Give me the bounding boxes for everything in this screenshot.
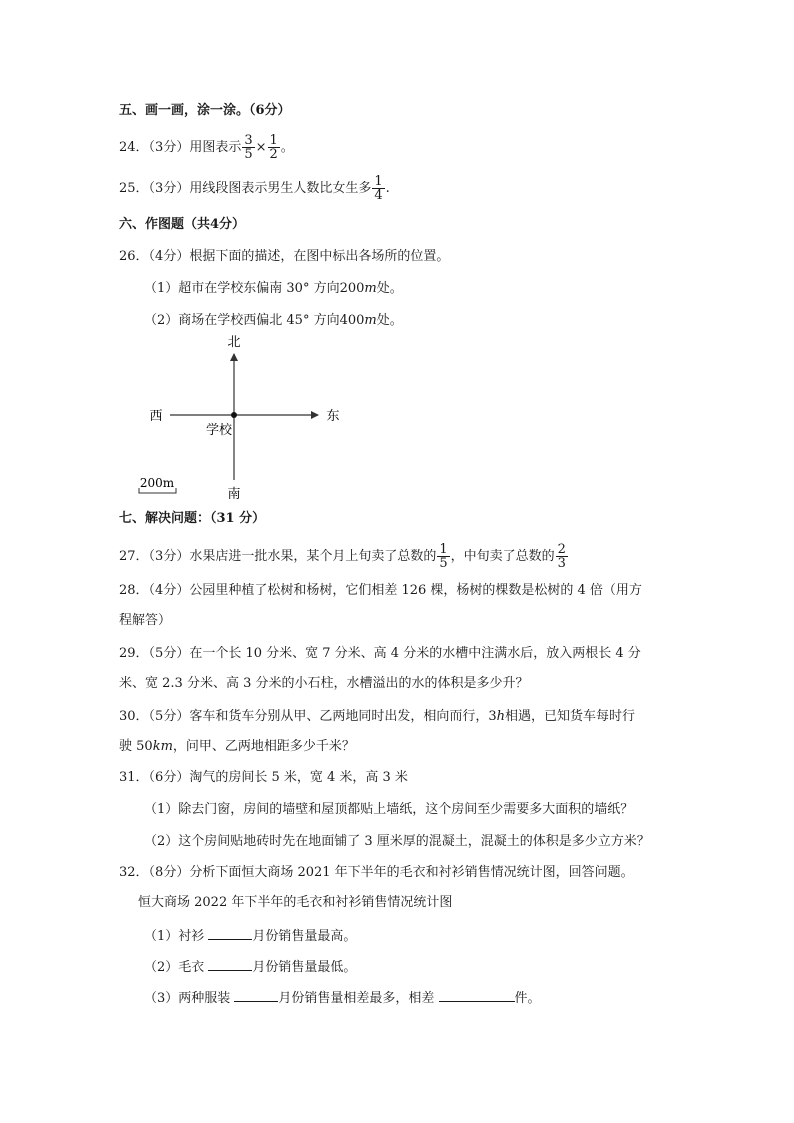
denominator: 5 xyxy=(244,147,253,162)
question-32: 32．（8分）分析下面恒大商场 2021 年下半年的毛衣和衬衫销售情况统计图，回答问题。 xyxy=(119,865,634,880)
unit: m xyxy=(364,313,377,328)
section-7-title: 七、解决问题：（31 分） xyxy=(119,511,266,526)
times-sign: × xyxy=(255,140,267,155)
answer-blank[interactable] xyxy=(439,987,515,1002)
question-31-part-1: （1）除去门窗，房间的墙壁和屋顶都贴上墙纸，这个房间至少需要多大面积的墙纸？ xyxy=(144,802,634,817)
q30-text-end: 相遇，已知货车每时行 xyxy=(504,709,635,724)
q25-end: . xyxy=(385,181,390,196)
q27-middle: ，中旬卖了总数的 xyxy=(450,549,555,564)
answer-blank[interactable] xyxy=(208,956,252,971)
q26-2-end: 处。 xyxy=(376,313,403,328)
q32-2-end: 月份销售量最低。 xyxy=(252,960,357,975)
question-30-line-2 xyxy=(119,737,355,757)
question-29-line-1: 29．（5分）在一个长 10 分米、宽 7 分米、高 4 分米的水槽中注满水后，放入两根长 4 分 xyxy=(119,646,641,661)
q32-1-text: （1）衬衫 xyxy=(144,929,209,944)
q32-2-text: （2）毛衣 xyxy=(144,960,209,975)
q26-2-text: （2）商场在学校西偏北 45° 方向400 xyxy=(144,313,365,328)
q30-text: 驶 50 xyxy=(119,739,153,754)
fraction xyxy=(556,543,568,570)
answer-blank[interactable] xyxy=(234,987,278,1002)
q32-3-middle: 月份销售量相差最多，相差 xyxy=(278,991,439,1006)
chart-caption: 恒大商场 2022 年下半年的毛衣和衬衫销售情况统计图 xyxy=(138,895,453,910)
question-26: 26．（4分）根据下面的描述，在图中标出各场所的位置。 xyxy=(119,249,450,264)
school-point xyxy=(231,412,237,418)
answer-blank[interactable] xyxy=(208,925,252,940)
question-29-line-2: 米、宽 2.3 分米、高 3 分米的小石柱，水槽溢出的水的体积是多少升？ xyxy=(119,676,529,691)
label-south: 南 xyxy=(227,487,241,502)
scale-label: 200m xyxy=(139,476,175,490)
question-28-line-2: 程解答） xyxy=(119,613,172,628)
denominator: 4 xyxy=(374,188,383,203)
section-6-title: 六、作图题（共4分） xyxy=(119,217,246,232)
q32-3-end: 件。 xyxy=(514,991,541,1006)
denominator: 2 xyxy=(269,147,278,162)
q24-end: 。 xyxy=(280,140,294,155)
question-27 xyxy=(119,543,569,570)
label-east: 东 xyxy=(326,409,340,424)
numerator: 1 xyxy=(269,133,278,148)
numerator: 2 xyxy=(557,542,566,557)
unit: h xyxy=(496,709,505,724)
numerator: 3 xyxy=(244,133,253,148)
question-32-part-3 xyxy=(144,987,541,1009)
label-north: 北 xyxy=(227,335,241,350)
unit: km xyxy=(152,739,173,754)
q32-1-end: 月份销售量最高。 xyxy=(252,929,357,944)
unit: m xyxy=(364,281,377,296)
numerator: 1 xyxy=(374,174,383,189)
section-5-title: 五、画一画，涂一涂。（6分） xyxy=(119,103,291,118)
denominator: 5 xyxy=(439,556,448,571)
label-west: 西 xyxy=(149,409,163,424)
question-32-part-1 xyxy=(144,925,356,947)
question-31-part-2: （2）这个房间贴地砖时先在地面铺了 3 厘米厚的混凝土，混凝土的体积是多少立方米？ xyxy=(144,834,650,849)
question-30-line-1 xyxy=(119,707,635,727)
question-32-part-2 xyxy=(144,956,356,978)
q26-1-text: （1）超市在学校东偏南 30° 方向200 xyxy=(144,281,365,296)
label-school: 学校 xyxy=(205,423,233,438)
fraction xyxy=(437,543,449,570)
q26-1-end: 处。 xyxy=(376,281,403,296)
denominator: 3 xyxy=(557,556,566,571)
q27-text: 27．（3分）水果店进一批水果，某个月上旬卖了总数的 xyxy=(119,549,437,564)
q30-text-end: ，问甲、乙两地相距多少千米？ xyxy=(172,739,355,754)
q25-text: 25．（3分）用线段图表示男生人数比女生多 xyxy=(119,181,372,196)
q30-text: 30．（5分）客车和货车分别从甲、乙两地同时出发，相向而行，3 xyxy=(119,709,497,724)
question-31: 31．（6分）淘气的房间长 5 米，宽 4 米，高 3 米 xyxy=(119,770,408,785)
q24-text: 24．（3分）用图表示 xyxy=(119,140,242,155)
question-28-line-1: 28．（4分）公园里种植了松树和杨树，它们相差 126 棵，杨树的棵数是松树的 4 倍（用方 xyxy=(119,583,642,598)
q32-3-text: （3）两种服装 xyxy=(144,991,235,1006)
numerator: 1 xyxy=(439,542,448,557)
